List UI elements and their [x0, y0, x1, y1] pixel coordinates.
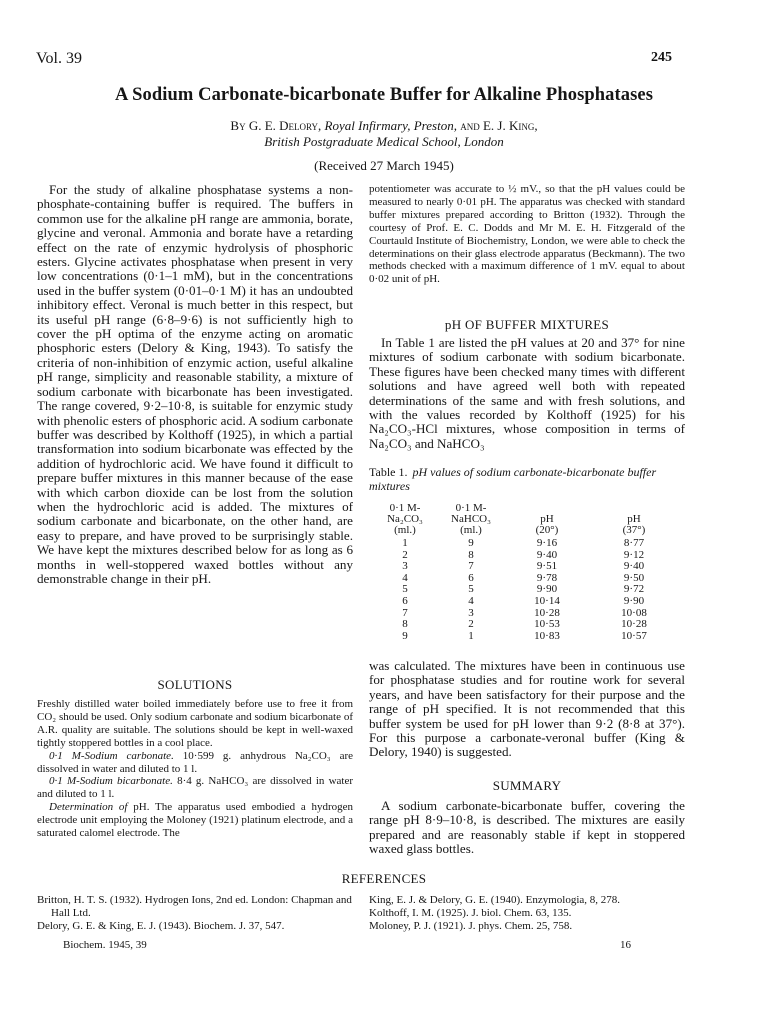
header-line: (ml.): [460, 524, 482, 536]
affiliation-1: Royal Infirmary, Preston,: [324, 118, 457, 133]
table-row: [374, 538, 680, 550]
solutions-paragraph: Freshly distilled water boiled immediately before use to free it from CO₂ should be used. Only sodium carbonate and sodium bicarbonate of A.R. quality are suitable. The solutions should be kept in well-waxed tightly stoppered bottles in a cool place.: [37, 698, 353, 749]
byline: [0, 118, 768, 150]
col-header-ph37: [588, 503, 680, 538]
header-line: pH: [540, 513, 554, 525]
cell: 10·14: [534, 594, 560, 607]
cell: 8·77: [623, 537, 645, 549]
reference-item: Kolthoff, I. M. (1925). J. biol. Chem. 63, 135.: [369, 906, 572, 919]
references-heading: REFERENCES: [341, 871, 427, 886]
cell: 8: [402, 618, 408, 631]
reference-item: King, E. J. & Delory, G. E. (1940). Enzymologia, 8, 278.: [369, 894, 621, 906]
cell: 9·51: [536, 560, 558, 573]
cell: 9·12: [623, 548, 645, 561]
sodium-carbonate-text: 10·599 g. anhydrous Na₂CO₃ are dissolved in water and diluted to 1 l.: [37, 749, 354, 775]
ph-section: [369, 336, 685, 451]
cell: 9·16: [536, 537, 558, 549]
header-line: (20°): [535, 524, 559, 536]
cell: 9·90: [623, 594, 645, 607]
cell: 9·78: [536, 571, 558, 584]
cell: 10·28: [621, 618, 647, 631]
received-date: (Received 27 March 1945): [314, 158, 454, 173]
col-header-na2co3: [374, 503, 436, 538]
volume-label: Vol. 39: [36, 50, 82, 67]
reference-item: Moloney, P. J. (1921). J. phys. Chem. 25, 758.: [369, 919, 573, 932]
col-header-nahco3: [436, 503, 506, 538]
cell: 3: [402, 560, 408, 573]
signature-mark: 16: [620, 939, 631, 951]
cell: 10·53: [534, 618, 560, 631]
references-left: [37, 894, 353, 933]
ph-determination-text: pH. The apparatus used embodied a hydrogen electrode unit employing the Moloney (1921) platinum electrode, and a saturated calomel electrode. The: [37, 801, 354, 840]
header-line: pH: [627, 513, 641, 525]
header-line: (ml.): [394, 524, 416, 536]
cell: 10·08: [621, 606, 647, 619]
table-caption: [369, 465, 685, 493]
cell: 9·72: [623, 583, 645, 596]
cell: 1: [402, 537, 408, 549]
ph-determination-paragraph: [37, 801, 353, 840]
page-number: 245: [651, 50, 672, 65]
cell: 6: [402, 594, 408, 607]
sodium-bicarbonate-text: 8·4 g. NaHCO₃ are dissolved in water and diluted to 1 l.: [37, 775, 354, 801]
header-line: Na₂CO₃: [387, 513, 423, 525]
table-row: [374, 619, 680, 631]
solutions-heading: SOLUTIONS: [157, 677, 233, 692]
sodium-carbonate-label: 0·1 M-Sodium carbonate.: [49, 749, 174, 762]
reference-item: Delory, G. E. & King, E. J. (1943). Biochem. J. 37, 547.: [37, 919, 285, 932]
author-1: G. E. Delory,: [248, 118, 322, 133]
cell: 9: [402, 629, 408, 642]
table-header-row: [374, 503, 680, 538]
references-right: [369, 894, 685, 933]
author-2: E. J. King,: [482, 118, 538, 133]
table-row: [374, 596, 680, 608]
header-line: (37°): [622, 524, 646, 536]
byline-by: By: [230, 118, 246, 133]
ph-section-paragraph: In Table 1 are listed the pH values at 20 and 37° for nine mixtures of sodium carbonate with sodium bicarbonate. These figures have been checked many times with different solutions and have agreed well both with repeated determinations of the same and with fresh solutions, and with the values recorded by Kolthoff (1925) for his Na₂CO₃-HCl mixtures, whose composition in terms of Na₂CO₃ and NaHCO₃: [369, 335, 685, 451]
cell: 7: [468, 560, 474, 573]
cell: 2: [402, 548, 408, 561]
cell: 4: [402, 571, 408, 584]
buffer-table-grid: [374, 503, 680, 642]
cell: 9·90: [536, 583, 558, 596]
cell: 9: [468, 537, 474, 549]
summary-section: [369, 799, 685, 857]
sodium-bicarbonate-paragraph: [37, 775, 353, 801]
table-label: Table 1.: [369, 465, 408, 479]
table-row: [374, 631, 680, 643]
summary-heading: SUMMARY: [492, 778, 562, 793]
cell: 10·83: [534, 629, 560, 642]
affiliation-2: British Postgraduate Medical School, London: [264, 134, 504, 149]
reference-item: Britton, H. T. S. (1932). Hydrogen Ions, 2nd ed. London: Chapman and Hall Ltd.: [37, 894, 352, 919]
cell: 5: [468, 583, 474, 596]
ph-determination-label: Determination of: [49, 801, 128, 814]
cell: 9·50: [623, 571, 645, 584]
apparatus-paragraph: potentiometer was accurate to ½ mV., so that the pH values could be measured to nearly 0·01 pH. The apparatus was checked with standard buffer mixtures prepared according to Britton (1932). Through the courtesy of Prof. E. C. Dodds and Mr M. E. H. Fitzgerald of the Courtauld Institute of Biochemistry, London, we were able to check the determinations on their glass electrode apparatus (Beckmann). The two methods checked with a maximum difference of 1 mV. equal to about 0·02 unit of pH.: [369, 183, 685, 286]
article-title: A Sodium Carbonate-bicarbonate Buffer for Alkaline Phosphatases: [114, 85, 654, 105]
cell: 9·40: [536, 548, 558, 561]
header-line: NaHCO₃: [451, 513, 491, 525]
cell: 10·28: [534, 606, 560, 619]
intro-paragraph: For the study of alkaline phosphatase systems a non-phosphate-containing buffer is required. The buffers in common use for the alkaline pH range are ammonia, borate, glycine and veronal. Ammonia and borate have a retarding effect on the rate of enzymic hydrolysis of phosphoric esters. Glycine activates phosphatase when present in very low concentrations (0·1–1 mM), but in the concentrations used in the buffer system (0·01–0·1 M) it has an undoubted inhibitory effect. Veronal is much better in this respect, but its useful pH range (6·8–9·6) is not sufficiently high to cover the pH optima of the enzyme acting on aromatic phosphoric esters (Delory & King, 1943). To satisfy the criteria of non-inhibition of enzymic action, useful alkaline pH range, simplicity and reasonable stability, a mixture of sodium carbonate with bicarbonate has been investigated. The range covered, 9·2–10·8, is suitable for enzymic study with phenolic esters of phosphoric acid. A sodium carbonate buffer was described by Kolthoff (1925), in which a partial transformation into sodium bicarbonate was effected by the addition of hydrochloric acid. We have found it difficult to prepare buffer mixtures in this manner because of the ease with which carbon dioxide can be lost from the solution when the hydrochloric acid is added. The mixtures of sodium carbonate and bicarbonate, on the other hand, are easy to prepare, and have proved to be surprisingly stable. We have kept the mixtures described below for as long as 6 months in well-stoppered waxed bottles without any demonstrable change in their pH.: [37, 182, 353, 586]
journal-footer: Biochem. 1945, 39: [63, 939, 147, 951]
cell: 3: [468, 606, 474, 619]
buffer-table: [374, 503, 680, 642]
cell: 9·40: [623, 560, 645, 573]
solutions-section: [37, 698, 353, 840]
header-line: 0·1 M-: [389, 502, 421, 514]
sodium-carbonate-paragraph: [37, 750, 353, 776]
ph-section-heading: pH OF BUFFER MIXTURES: [444, 317, 610, 332]
cell: 6: [468, 571, 474, 584]
discussion-paragraph: was calculated. The mixtures have been in continuous use for phosphatase studies and for routine work for several years, and have been satisfactory for their purpose and the range of pH specified. It is not recommended that this buffer system be used for pH lower than 9·2 (8·8 at 37°). For this purpose a carbonate-veronal buffer (King & Delory, 1940) is suggested.: [369, 658, 685, 760]
cell: 4: [468, 594, 474, 607]
byline-and: and: [460, 118, 480, 133]
sodium-bicarbonate-label: 0·1 M-Sodium bicarbonate.: [49, 775, 173, 788]
cell: 1: [468, 629, 474, 642]
cell: 2: [468, 618, 474, 631]
intro-section: [37, 183, 353, 586]
cell: 10·57: [621, 629, 647, 642]
cell: 7: [402, 606, 408, 619]
header-line: 0·1 M-: [455, 502, 487, 514]
cell: 5: [402, 583, 408, 596]
summary-paragraph: A sodium carbonate-bicarbonate buffer, covering the range pH 8·9–10·8, is described. The mixtures are easily prepared and are reasonably stable if kept in stoppered waxed glass bottles.: [369, 798, 685, 857]
col-header-ph20: [506, 503, 588, 538]
table-caption-text: pH values of sodium carbonate-bicarbonate buffer mixtures: [369, 465, 657, 493]
cell: 8: [468, 548, 474, 561]
